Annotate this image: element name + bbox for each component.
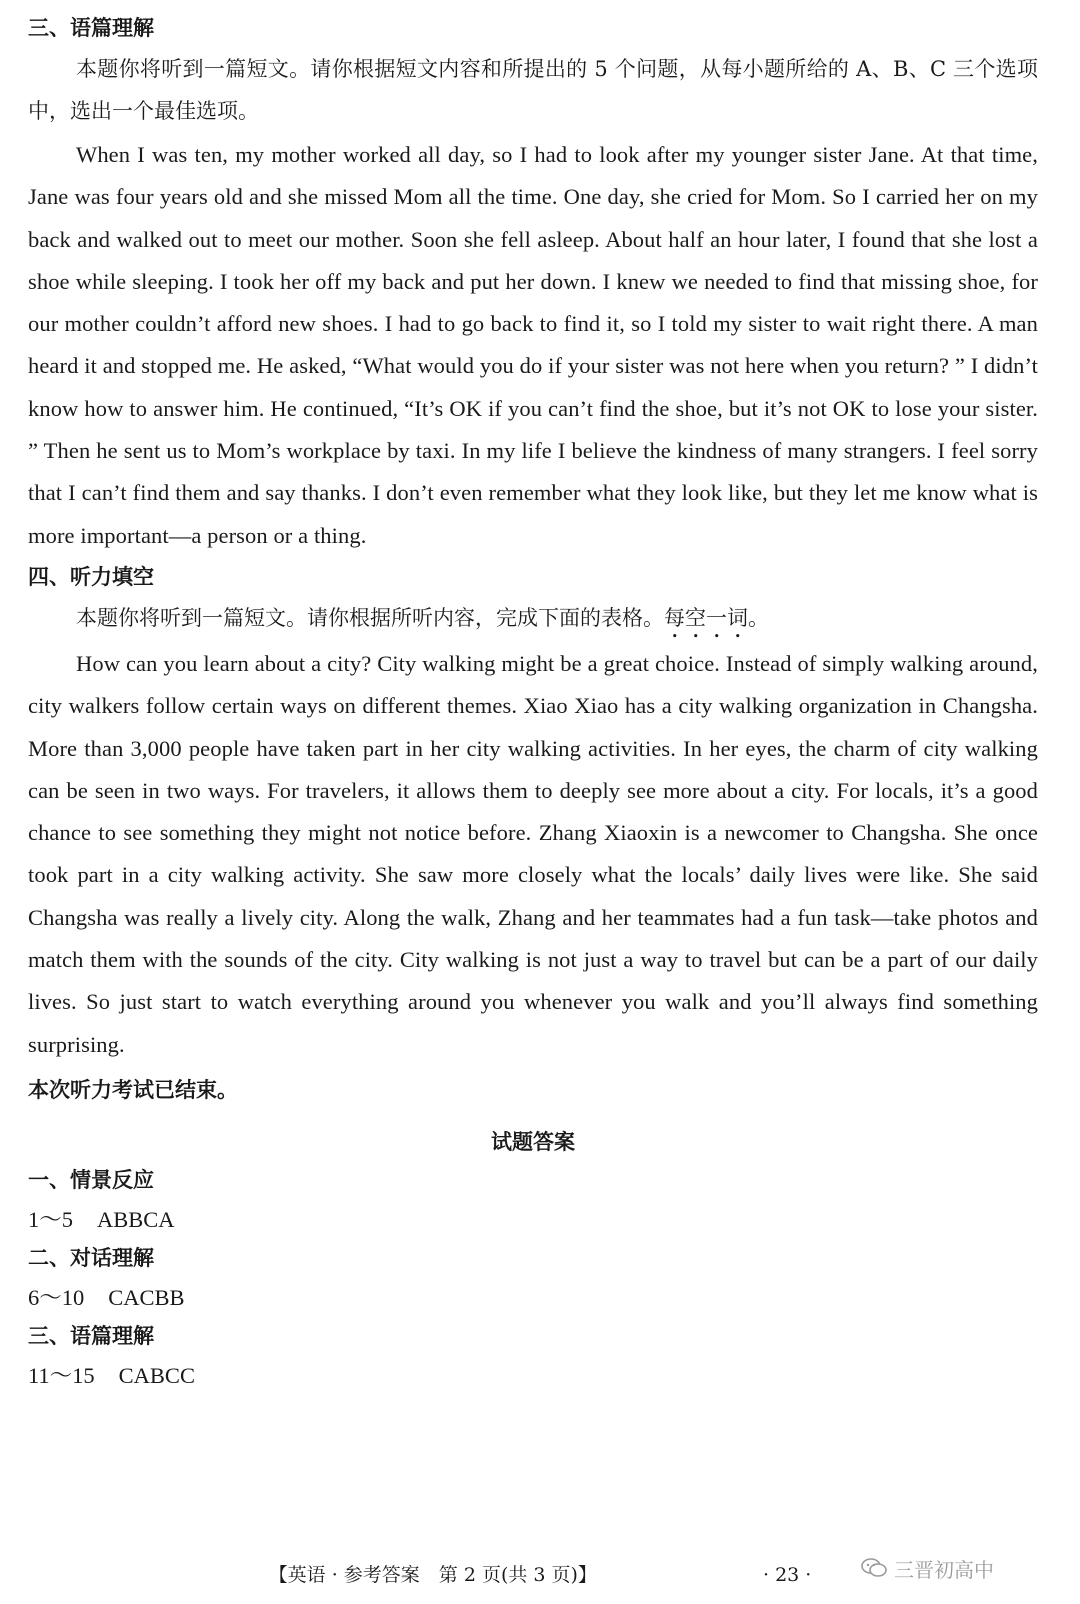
section3-passage: When I was ten, my mother worked all day, so I had to look after my younger sister Jane. At that time, Jane was four years old and she missed Mom all the time. One day, she cried for Mom. So I carried her on my back and walked out to meet our mother. Soon she fell asleep. About half an hour later, I found that she lost a shoe while sleeping. I took her off my back and put her down. I knew we needed to find that missing shoe, for our mother couldn’t afford new shoes. I had to go back to find it, so I told my sister to wait right there. A man heard it and stopped me. He asked, “What would you do if your sister was not here when you return? ” I didn’t know how to answer him. He continued, “It’s OK if you can’t find the shoe, but it’s not OK to lose your sister. ” Then he sent us to Mom’s workplace by taxi. In my life I believe the kindness of many strangers. I feel sorry that I can’t find them and say thanks. I don’t even remember what they look like, but they let me know what is more important—a person or a thing.	[28, 142, 1038, 548]
answer-range: 11～15	[28, 1362, 95, 1388]
watermark-text: 三晋初高中	[894, 1557, 994, 1582]
wechat-icon	[860, 1557, 888, 1579]
answer-value: ABBCA	[97, 1206, 175, 1232]
answer-line	[28, 1200, 1038, 1240]
footer-text: 【英语 · 参考答案 第 2 页(共 3 页)】	[268, 1564, 597, 1586]
section4-heading: 四、听力填空	[28, 564, 154, 589]
answer-value: CACBB	[108, 1284, 185, 1310]
answer-group-2	[28, 1244, 1038, 1318]
section4-instruction	[28, 597, 1038, 643]
watermark	[860, 1548, 1060, 1588]
answer-line	[28, 1356, 1038, 1396]
answer-value: CABCC	[118, 1362, 195, 1388]
document-page	[28, 10, 1038, 1398]
section4-passage: How can you learn about a city? City walking might be a great choice. Instead of simply walking around, city walkers follow certain ways on different themes. Xiao Xiao has a city walking organization in Changsha. More than 3,000 people have taken part in her city walking activities. In her eyes, the charm of city walking can be seen in two ways. For travelers, it allows them to deeply see more about a city. For locals, it’s a good chance to see something they might not notice before. Zhang Xiaoxin is a newcomer to Changsha. She once took part in a city walking activity. She saw more closely what the locals’ daily lives were like. She said Changsha was really a lively city. Along the walk, Zhang and her teammates had a fun task—take photos and match them with the sounds of the city. City walking is not just a way to travel but can be a part of our daily lives. So just start to watch everything around you whenever you walk and you’ll always find something surprising.	[28, 650, 1038, 1057]
answer-group-3	[28, 1322, 1038, 1396]
answer-group-1	[28, 1166, 1038, 1240]
answer-range: 6～10	[28, 1284, 85, 1310]
section4-instruction-main: 本题你将听到一篇短文。请你根据所听内容，完成下面的表格。	[76, 605, 664, 630]
answer-group-heading: 二、对话理解	[28, 1245, 154, 1270]
answer-line	[28, 1278, 1038, 1318]
answer-range: 1～5	[28, 1206, 74, 1232]
section4-instruction-emphasis: 每空一词	[664, 605, 748, 630]
answers-title: 试题答案	[491, 1129, 575, 1154]
section4-instruction-end: 。	[748, 605, 769, 630]
section3-instruction: 本题你将听到一篇短文。请你根据短文内容和所提出的 5 个问题，从每小题所给的 A、B、C 三个选项中，选出一个最佳选项。	[28, 57, 1038, 123]
answer-group-heading: 三、语篇理解	[28, 1323, 154, 1348]
footer-page-code: · 23 ·	[762, 1564, 812, 1586]
answer-group-heading: 一、情景反应	[28, 1167, 154, 1192]
section3-heading: 三、语篇理解	[28, 16, 154, 40]
end-note: 本次听力考试已结束。	[28, 1077, 238, 1102]
